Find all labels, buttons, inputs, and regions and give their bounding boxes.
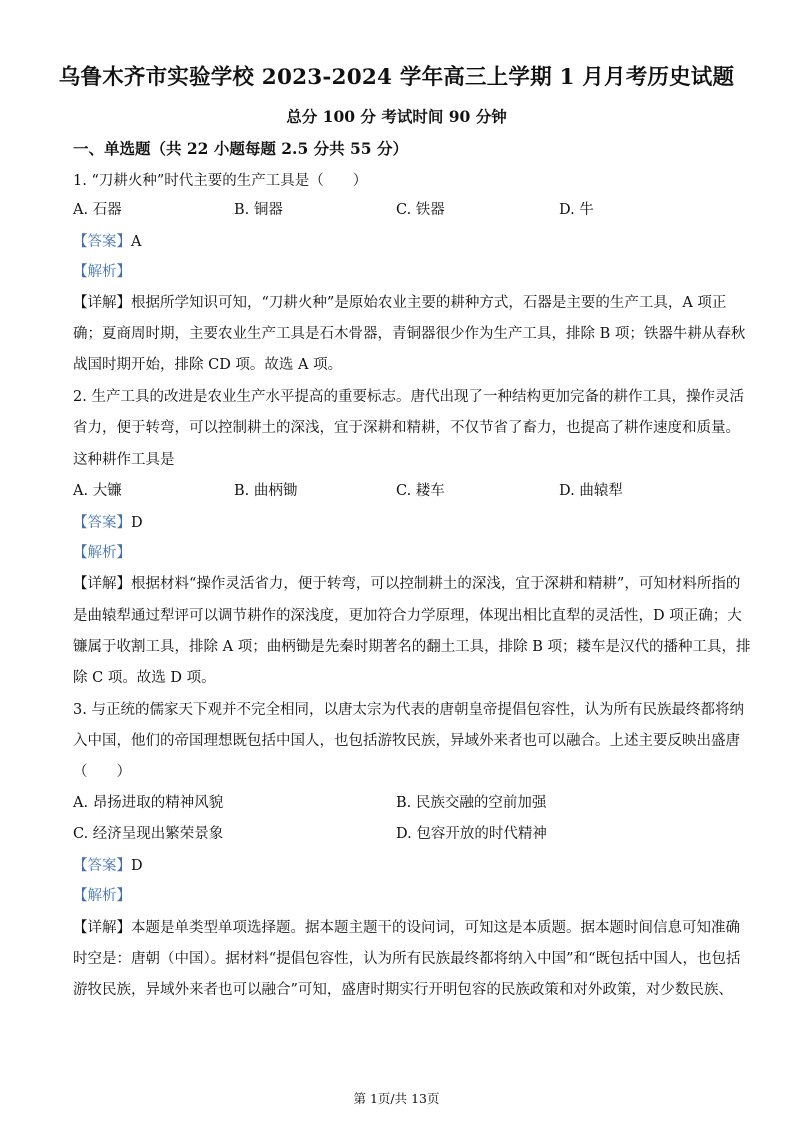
q3-answer [73,856,143,876]
q1-analysis-tag: 【解析】 [73,264,131,280]
question-3-stem-line-3: （ ） [73,764,131,780]
q3-option-c: C. 经济呈现出繁荣景象 [73,826,224,842]
q1-option-b: B. 铜器 [234,202,283,218]
q2-option-c: C. 耧车 [396,483,445,499]
q2-detail-line-2: 是曲辕犁通过犁评可以调节耕作的深浅度，更加符合力学原理，体现出相比直犁的灵活性，D 项正确；大 [73,608,742,624]
q1-option-d: D. 牛 [559,202,594,218]
detail-tag: 【详解】 [73,295,131,311]
question-2-stem-line-1: 2. 生产工具的改进是农业生产水平提高的重要标志。唐代出现了一种结构更加完备的耕作工具，操作灵活 [73,389,744,405]
q1-answer [73,232,141,252]
question-1-stem: 1. “刀耕火种”时代主要的生产工具是（ ） [73,173,368,189]
page-title: 乌鲁木齐市实验学校 2023-2024 学年高三上学期 1 月月考历史试题 [58,65,735,90]
q3-detail-line-1 [73,918,740,938]
q2-analysis-tag: 【解析】 [73,545,131,561]
q1-option-c: C. 铁器 [396,202,445,218]
section-heading: 一、单选题（共 22 小题每题 2.5 分共 55 分） [73,139,408,158]
q2-detail-line-4: 除 C 项。故选 D 项。 [73,670,216,686]
detail-text: 根据材料“操作灵活省力，便于转弯，可以控制耕土的深浅，宜于深耕和精耕”，可知材料所指的 [131,576,741,592]
q3-option-a: A. 昂扬进取的精神风貌 [73,795,224,811]
detail-text: 本题是单类型单项选择题。据本题主题干的设问词，可知这是本质题。据本题时间信息可知准确 [131,920,740,936]
q1-detail-line-3: 战国时期开始，排除 CD 项。故选 A 项。 [73,357,343,373]
answer-value: D [131,858,143,874]
detail-tag: 【详解】 [73,920,131,936]
q2-option-b: B. 曲柄锄 [234,483,298,499]
detail-tag: 【详解】 [73,576,131,592]
q2-option-a: A. 大镰 [73,483,122,499]
q1-detail-line-1 [73,293,727,313]
answer-tag: 【答案】 [73,234,131,250]
q2-answer [73,513,143,533]
answer-tag: 【答案】 [73,515,131,531]
exam-info: 总分 100 分 考试时间 90 分钟 [286,107,507,126]
q3-option-b: B. 民族交融的空前加强 [396,795,547,811]
page-number: 第 1页/共 13页 [353,1091,440,1106]
q2-option-d: D. 曲辕犁 [559,483,623,499]
q3-analysis-tag: 【解析】 [73,888,131,904]
answer-value: D [131,515,143,531]
q3-option-d: D. 包容开放的时代精神 [396,826,547,842]
question-2-stem-line-2: 省力，便于转弯，可以控制耕土的深浅，宜于深耕和精耕，不仅节省了畜力，也提高了耕作速度和质量。 [73,420,740,436]
answer-tag: 【答案】 [73,858,131,874]
q3-detail-line-3: 游牧民族，异域外来者也可以融合”可知，盛唐时期实行开明包容的民族政策和对外政策，对少数民族、 [73,982,733,998]
detail-text: 根据所学知识可知，“刀耕火种”是原始农业主要的耕种方式，石器是主要的生产工具，A 项正 [131,295,727,311]
q3-detail-line-2: 时空是：唐朝（中国）。据材料“提倡包容性，认为所有民族最终都将纳入中国”和“既包括中国人，也包括 [73,951,741,967]
q1-detail-line-2: 确；夏商周时期，主要农业生产工具是石木骨器，青铜器很少作为生产工具，排除 B 项；铁器牛耕从春秋 [73,326,746,342]
q2-detail-line-1 [73,574,741,594]
question-2-stem-line-3: 这种耕作工具是 [73,452,175,468]
q2-detail-line-3: 镰属于收割工具，排除 A 项；曲柄锄是先秦时期著名的翻土工具，排除 B 项；耧车是汉代的播种工具，排 [73,639,751,655]
q1-option-a: A. 石器 [73,202,122,218]
question-3-stem-line-1: 3. 与正统的儒家天下观并不完全相同，以唐太宗为代表的唐朝皇帝提倡包容性，认为所有民族最终都将纳 [73,702,744,718]
answer-value: A [131,234,142,250]
question-3-stem-line-2: 入中国，他们的帝国理想既包括中国人，也包括游牧民族，异域外来者也可以融合。上述主要反映出盛唐 [73,733,740,749]
